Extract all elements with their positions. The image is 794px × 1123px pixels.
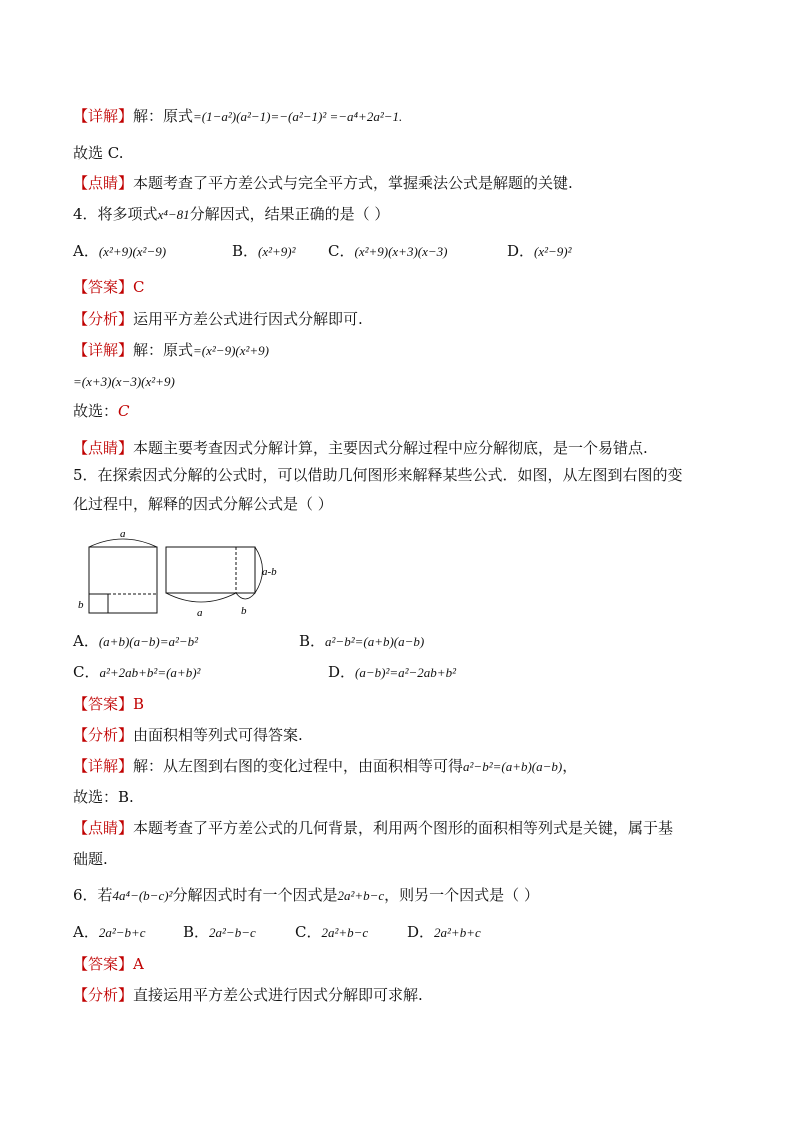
q4-option-c [328,241,447,262]
option-math: a²−b²=(a+b)(a−b) [325,634,425,649]
q5-figure [74,525,290,619]
choice-label: 故选： [73,402,119,420]
detail-text: 解：原式 [133,107,194,125]
detail-text: 解：原式 [133,341,194,359]
question-number: 4． [73,205,98,223]
answer-tag: 【答案】 [73,695,134,713]
stem-math-2: 2a²+b−c [337,888,385,903]
brace-top [89,539,157,547]
option-math: (a+b)(a−b)=a²−b² [98,634,199,649]
detail-tag: 【详解】 [73,107,134,125]
option-label: D． [507,242,535,260]
option-label: A． [73,632,99,650]
label-b-left: b [78,599,84,611]
answer-tag: 【答案】 [73,278,134,296]
right-rectangle [166,547,255,593]
label-a-minus-b: a-b [262,566,277,578]
stem-math: x⁴−81 [157,207,190,222]
option-math: (a−b)²=a²−2ab+b² [355,665,456,680]
stem-math-1: 4a⁴−(b−c)² [112,888,173,903]
option-label: C． [328,242,355,260]
q5-stem-line1: 5．在探索因式分解的公式时，可以借助几何图形来解释某些公式．如图，从左图到右图的变 [73,466,683,484]
q6-option-a [73,922,146,943]
q6-option-d [407,922,481,943]
q4-detail [73,340,269,361]
q5-option-d [328,662,456,683]
q5-answer [73,694,144,714]
q6-stem [73,885,539,906]
detail-tag: 【详解】 [73,341,134,359]
stem-text-b: 分解因式，结果正确的是（ ） [189,205,390,223]
detail-math: =(1−a²)(a²−1)=−(a²−1)² =−a⁴+2a²−1. [193,109,403,124]
q4-detail-line2 [73,371,175,392]
option-label: C． [295,923,322,941]
q3-comment-line [73,173,573,193]
option-label: B． [183,923,210,941]
analysis-text: 由面积相等列式可得答案. [133,726,303,744]
comment-tag: 【点睛】 [73,819,134,837]
option-math: 2a²−b+c [98,925,146,940]
q6-analysis [73,985,423,1005]
q3-detail-line [73,106,402,127]
comment-tag: 【点睛】 [73,439,134,457]
stem-text-end: ，则另一个因式是（ ） [384,886,539,904]
option-math: (x²+9)(x+3)(x−3) [354,244,448,259]
detail-math: a²−b²=(a+b)(a−b) [463,759,563,774]
option-math: a²+2ab+b²=(a+b)² [99,665,201,680]
q5-option-a [73,631,198,652]
q5-choice: 故选：B. [73,788,134,806]
q5-detail [73,756,577,777]
comment-tag: 【点睛】 [73,174,134,192]
analysis-text: 运用平方差公式进行因式分解即可. [133,310,363,328]
q4-analysis [73,309,363,329]
stem-text-a: 将多项式 [97,205,158,223]
comment-text: 本题考查了平方差公式与完全平方式，掌握乘法公式是解题的关键. [133,174,573,192]
option-label: D． [328,663,356,681]
option-label: B． [232,242,259,260]
question-number: 6．若 [73,886,113,904]
option-label: B． [299,632,326,650]
q6-option-c [295,922,368,943]
q4-option-b [232,241,296,262]
option-math: 2a²+b−c [321,925,369,940]
detail-end: ， [562,757,578,775]
option-math: (x²+9)(x²−9) [98,244,167,259]
q4-choice [73,401,130,421]
answer-value: A [133,955,144,973]
comment-text: 本题考查了平方差公式的几何背景，利用两个图形的面积相等列式是关键，属于基 [133,819,674,837]
answer-value: C [133,278,145,296]
q5-stem-line2: 化过程中，解释的因式分解公式是（ ） [73,495,333,513]
stem-text-mid: 分解因式时有一个因式是 [172,886,338,904]
q5-comment-line1 [73,818,673,838]
option-math: 2a²+b+c [434,925,481,940]
q4-comment [73,438,648,458]
option-label: D． [407,923,435,941]
q4-stem [73,204,389,225]
q5-option-c [73,662,200,683]
comment-text: 本题主要考查因式分解计算，主要因式分解过程中应分解彻底，是一个易错点. [133,439,648,457]
detail-math-2: =(x+3)(x−3)(x²+9) [73,374,175,389]
left-square [89,547,157,613]
option-math: 2a²−b−c [209,925,256,940]
analysis-tag: 【分析】 [73,726,134,744]
detail-tag: 【详解】 [73,757,134,775]
small-square [89,594,108,613]
q5-comment-line2: 础题. [73,850,108,868]
label-a-top: a [120,528,126,540]
q4-option-a [73,241,166,262]
analysis-tag: 【分析】 [73,986,134,1004]
q5-option-b [299,631,424,652]
analysis-tag: 【分析】 [73,310,134,328]
brace-bottom-a [166,593,236,602]
q6-option-b [183,922,256,943]
q3-choice-line: 故选 C. [73,144,124,162]
option-label: A． [73,242,99,260]
option-label: C． [73,663,100,681]
q5-analysis [73,725,303,745]
choice-value: C [118,402,130,420]
label-a-bottom: a [197,607,203,619]
option-label: A． [73,923,99,941]
answer-tag: 【答案】 [73,955,134,973]
brace-bottom-b [236,593,255,599]
option-math: (x²+9)² [258,244,296,259]
q6-answer [73,954,144,974]
option-math: (x²−9)² [534,244,572,259]
analysis-text: 直接运用平方差公式进行因式分解即可求解. [133,986,423,1004]
q4-answer [73,277,145,297]
label-b-bottom: b [241,605,247,617]
q4-option-d [507,241,572,262]
detail-math: =(x²−9)(x²+9) [193,343,269,358]
answer-value: B [133,695,145,713]
detail-text: 解：从左图到右图的变化过程中，由面积相等可得 [133,757,464,775]
